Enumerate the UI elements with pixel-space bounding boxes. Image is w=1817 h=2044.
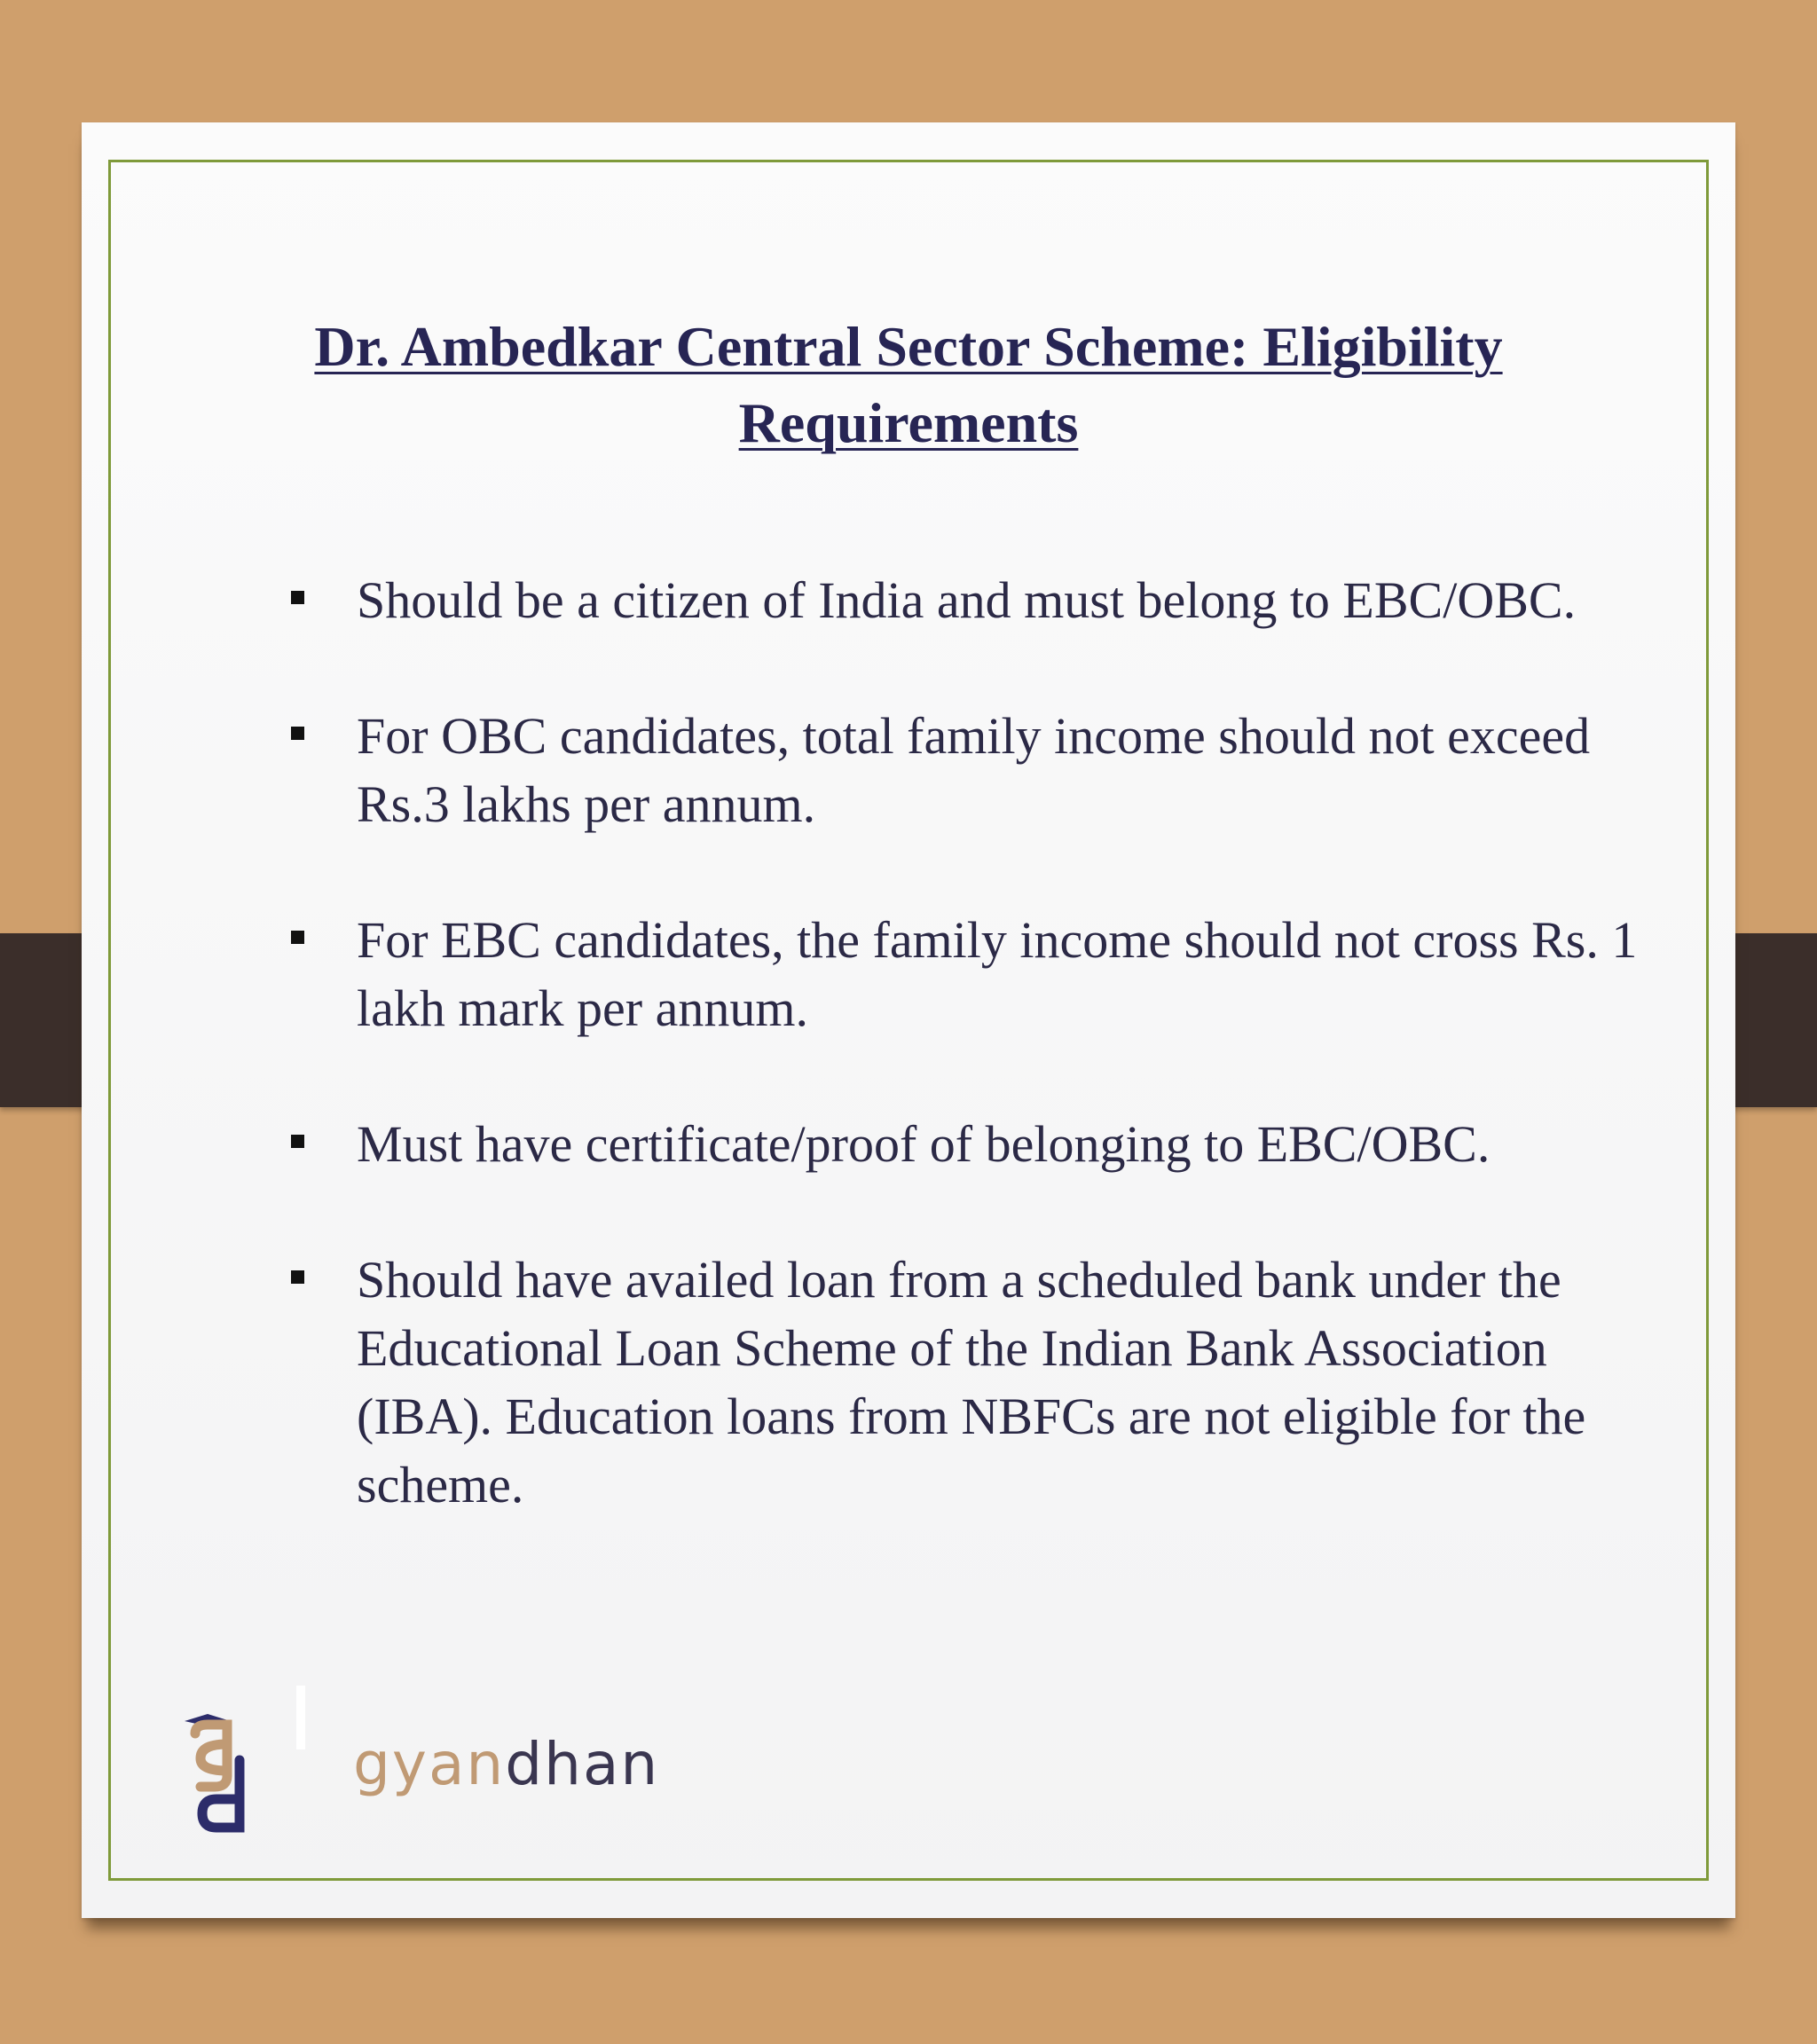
gyandhan-logo: [169, 1694, 660, 1836]
list-item-text: Should be a citizen of India and must belong to EBC/OBC.: [357, 571, 1577, 629]
square-bullet-icon: [291, 591, 304, 604]
logo-wordmark: [353, 1730, 659, 1798]
eligibility-list: [357, 566, 1652, 1586]
list-item-text: For OBC candidates, total family income should not exceed Rs.3 lakhs per annum.: [357, 707, 1591, 833]
list-item: [357, 1246, 1652, 1519]
list-item: [357, 566, 1652, 634]
square-bullet-icon: [291, 1135, 304, 1148]
list-item-text: For EBC candidates, the family income should not cross Rs. 1 lakh mark per annum.: [357, 911, 1638, 1037]
square-bullet-icon: [291, 1270, 304, 1284]
list-item-text: Must have certificate/proof of belonging to EBC/OBC.: [357, 1115, 1491, 1173]
square-bullet-icon: [291, 727, 304, 740]
slide-card: [82, 122, 1735, 1918]
list-item: [357, 702, 1652, 838]
list-item: [357, 1110, 1652, 1178]
list-item-text: Should have availed loan from a scheduled bank under the Educational Loan Scheme of the Indian Bank Association (IBA). Education loans from NBFCs are not eligible for the scheme.: [357, 1251, 1586, 1513]
gd-monogram-icon: [169, 1694, 346, 1836]
list-item: [357, 906, 1652, 1042]
logo-text-gyan: gyan: [353, 1730, 506, 1798]
page-title: Dr. Ambedkar Central Sector Scheme: Eligibility Requirements: [314, 315, 1503, 454]
logo-text-dhan: dhan: [505, 1730, 660, 1798]
square-bullet-icon: [291, 931, 304, 944]
